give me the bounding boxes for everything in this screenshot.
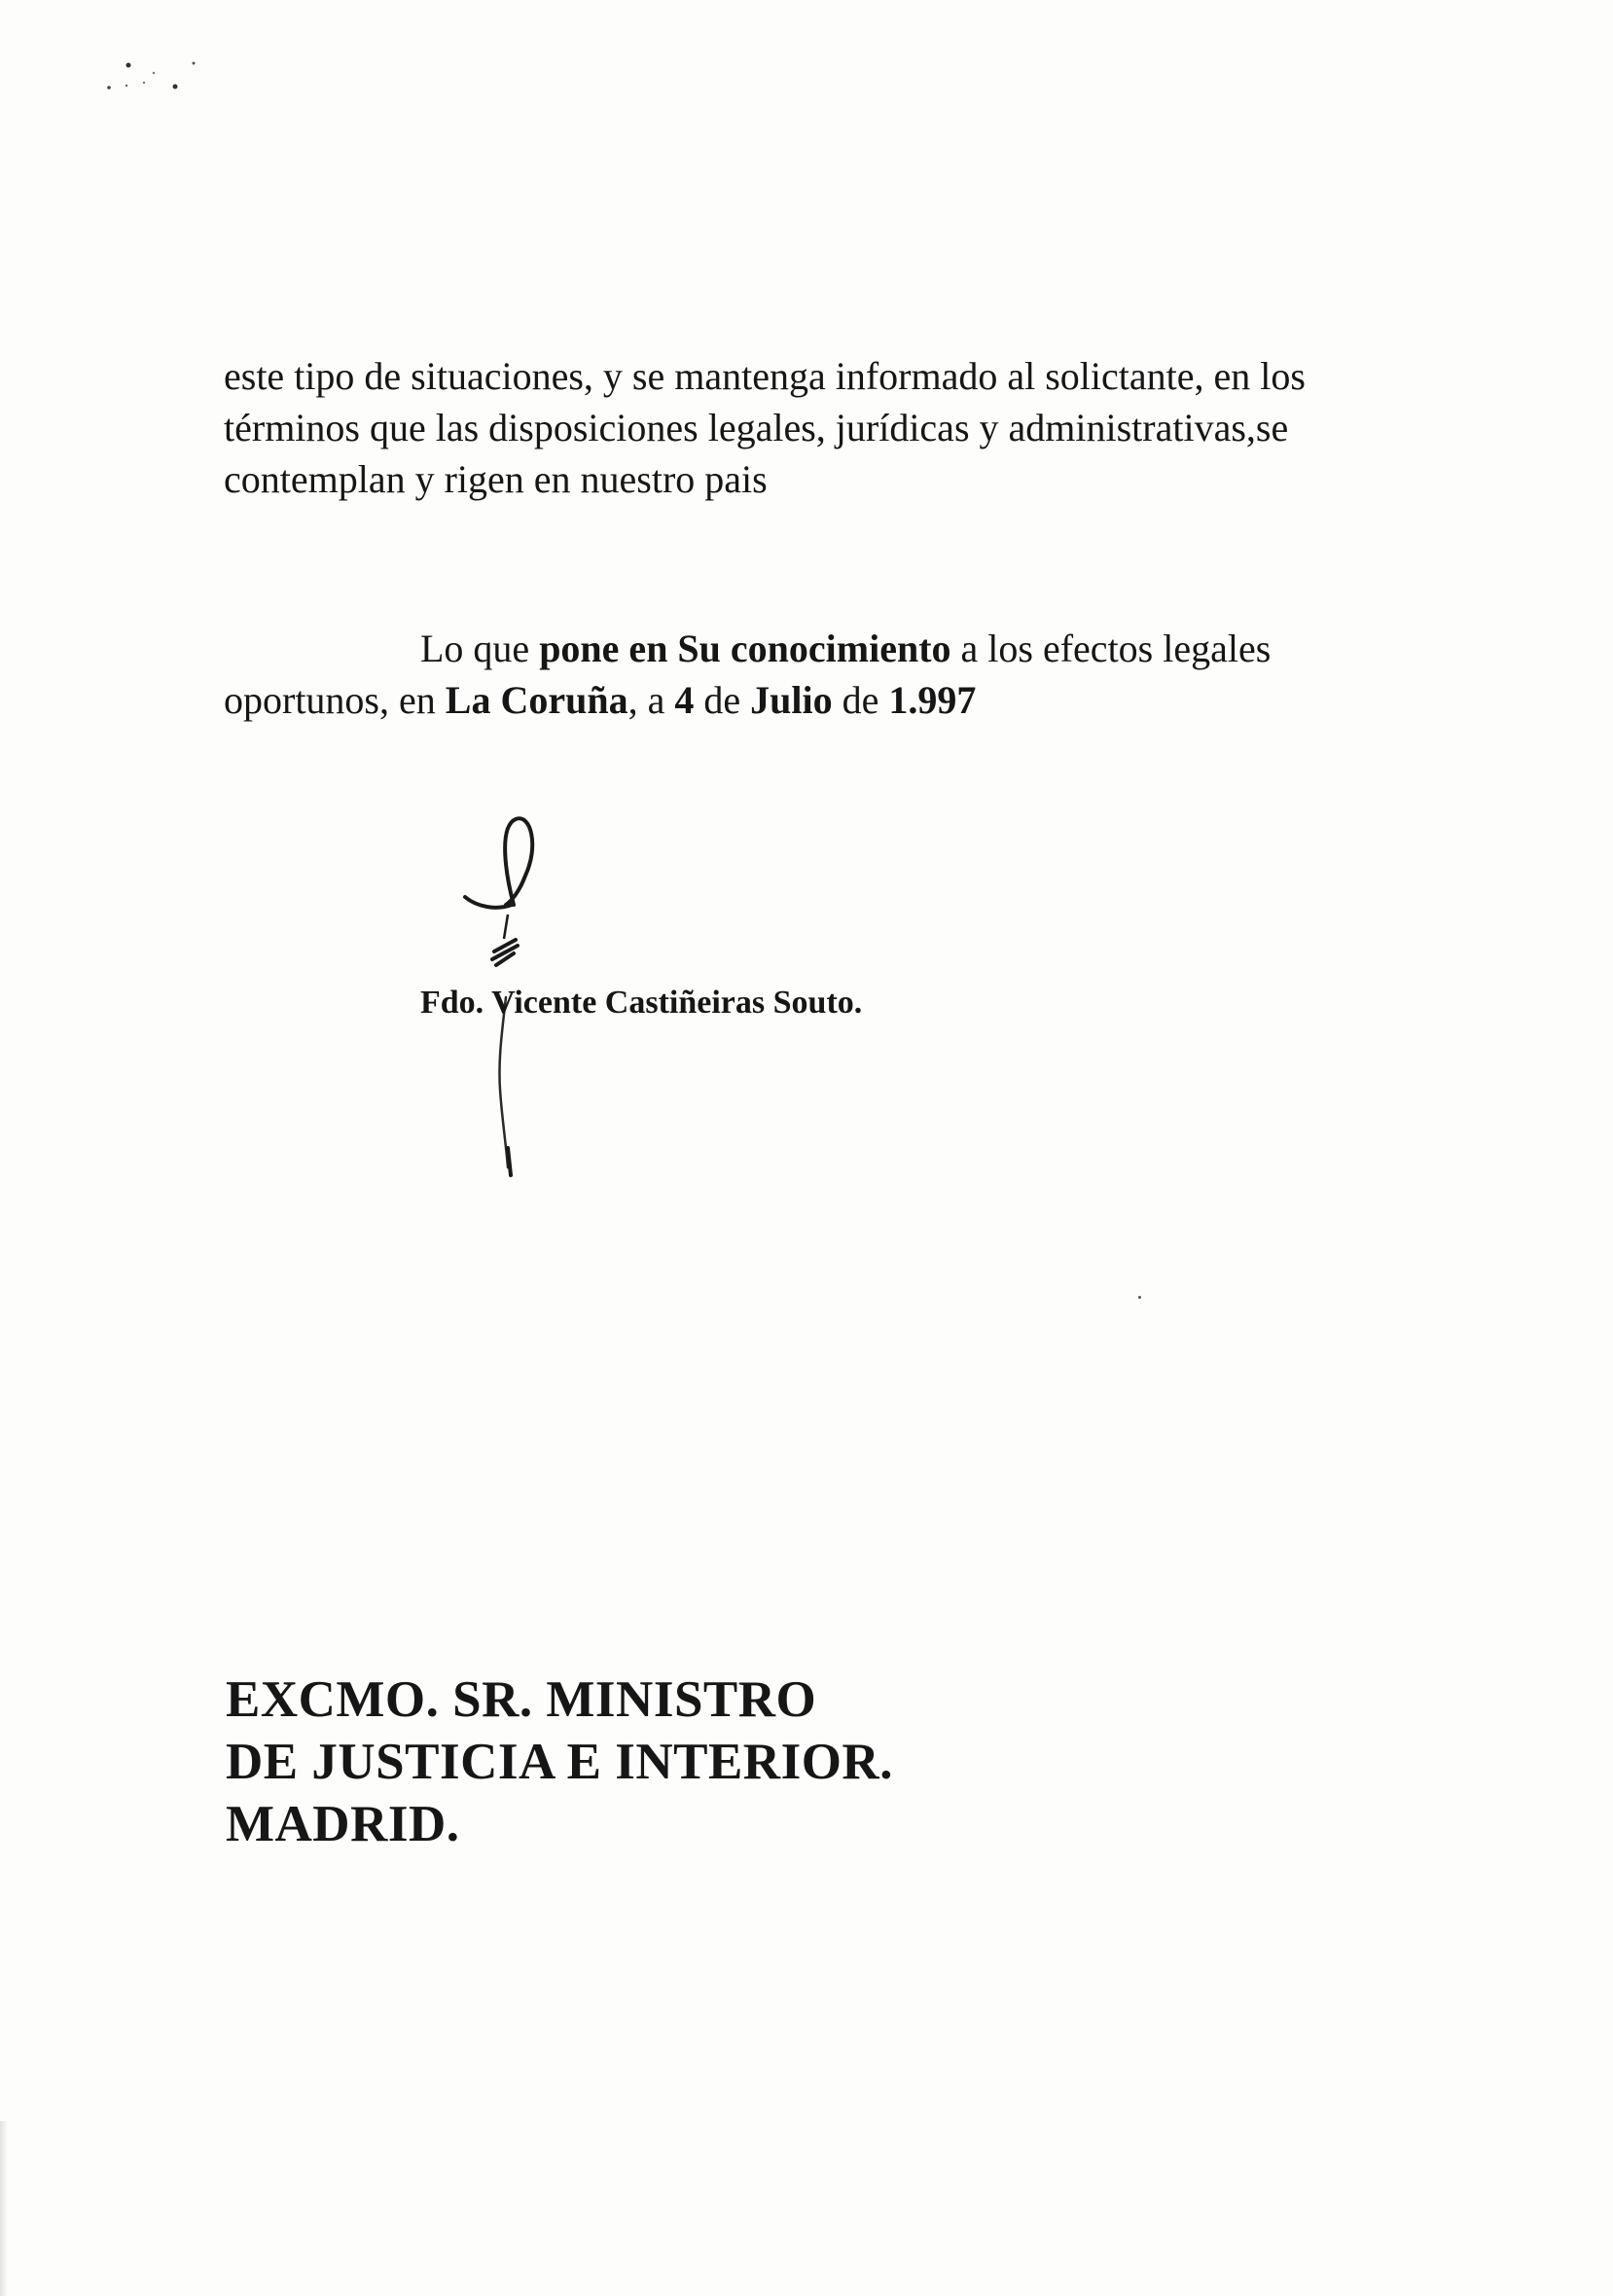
closing-text-bold: pone en Su conocimiento (539, 627, 951, 670)
paragraph-2-line-2 (224, 674, 1488, 726)
signature-label: Fdo. Vicente Castiñeiras Souto. (420, 985, 863, 1021)
paragraph-1-line-1: este tipo de situaciones, y se mantenga informado al solictante, en los (224, 354, 1306, 398)
paragraph-1-line-3: contemplan y rigen en nuestro pais (224, 457, 768, 501)
paragraph-1-line-2: términos que las disposiciones legales, jurídicas y administrativas,se (224, 406, 1289, 449)
closing-text-c: a los efectos legales (950, 627, 1272, 670)
scan-edge-shadow (0, 2121, 8, 2296)
date-year: 1.997 (888, 678, 977, 722)
addressee-line-1: EXCMO. SR. MINISTRO (226, 1671, 817, 1728)
paragraph-2-line-1 (224, 623, 1488, 674)
date-sep-2: de (832, 678, 889, 722)
addressee-line-2: DE JUSTICIA E INTERIOR. (226, 1734, 893, 1790)
addressee-line-3: MADRID. (226, 1796, 460, 1852)
scan-speck (1138, 1296, 1141, 1299)
addressee-block (226, 1668, 893, 1855)
scan-specks (97, 54, 243, 102)
date-month: Julio (750, 678, 833, 722)
place-name: La Coruña (445, 678, 628, 722)
body-paragraph-1 (224, 350, 1488, 505)
date-day: 4 (674, 678, 695, 722)
body-paragraph-2 (224, 623, 1488, 726)
date-sep-1: de (694, 678, 751, 722)
date-prefix: , a (627, 678, 675, 722)
closing-text-a: Lo que (420, 627, 540, 670)
place-prefix: oportunos, en (224, 678, 446, 722)
